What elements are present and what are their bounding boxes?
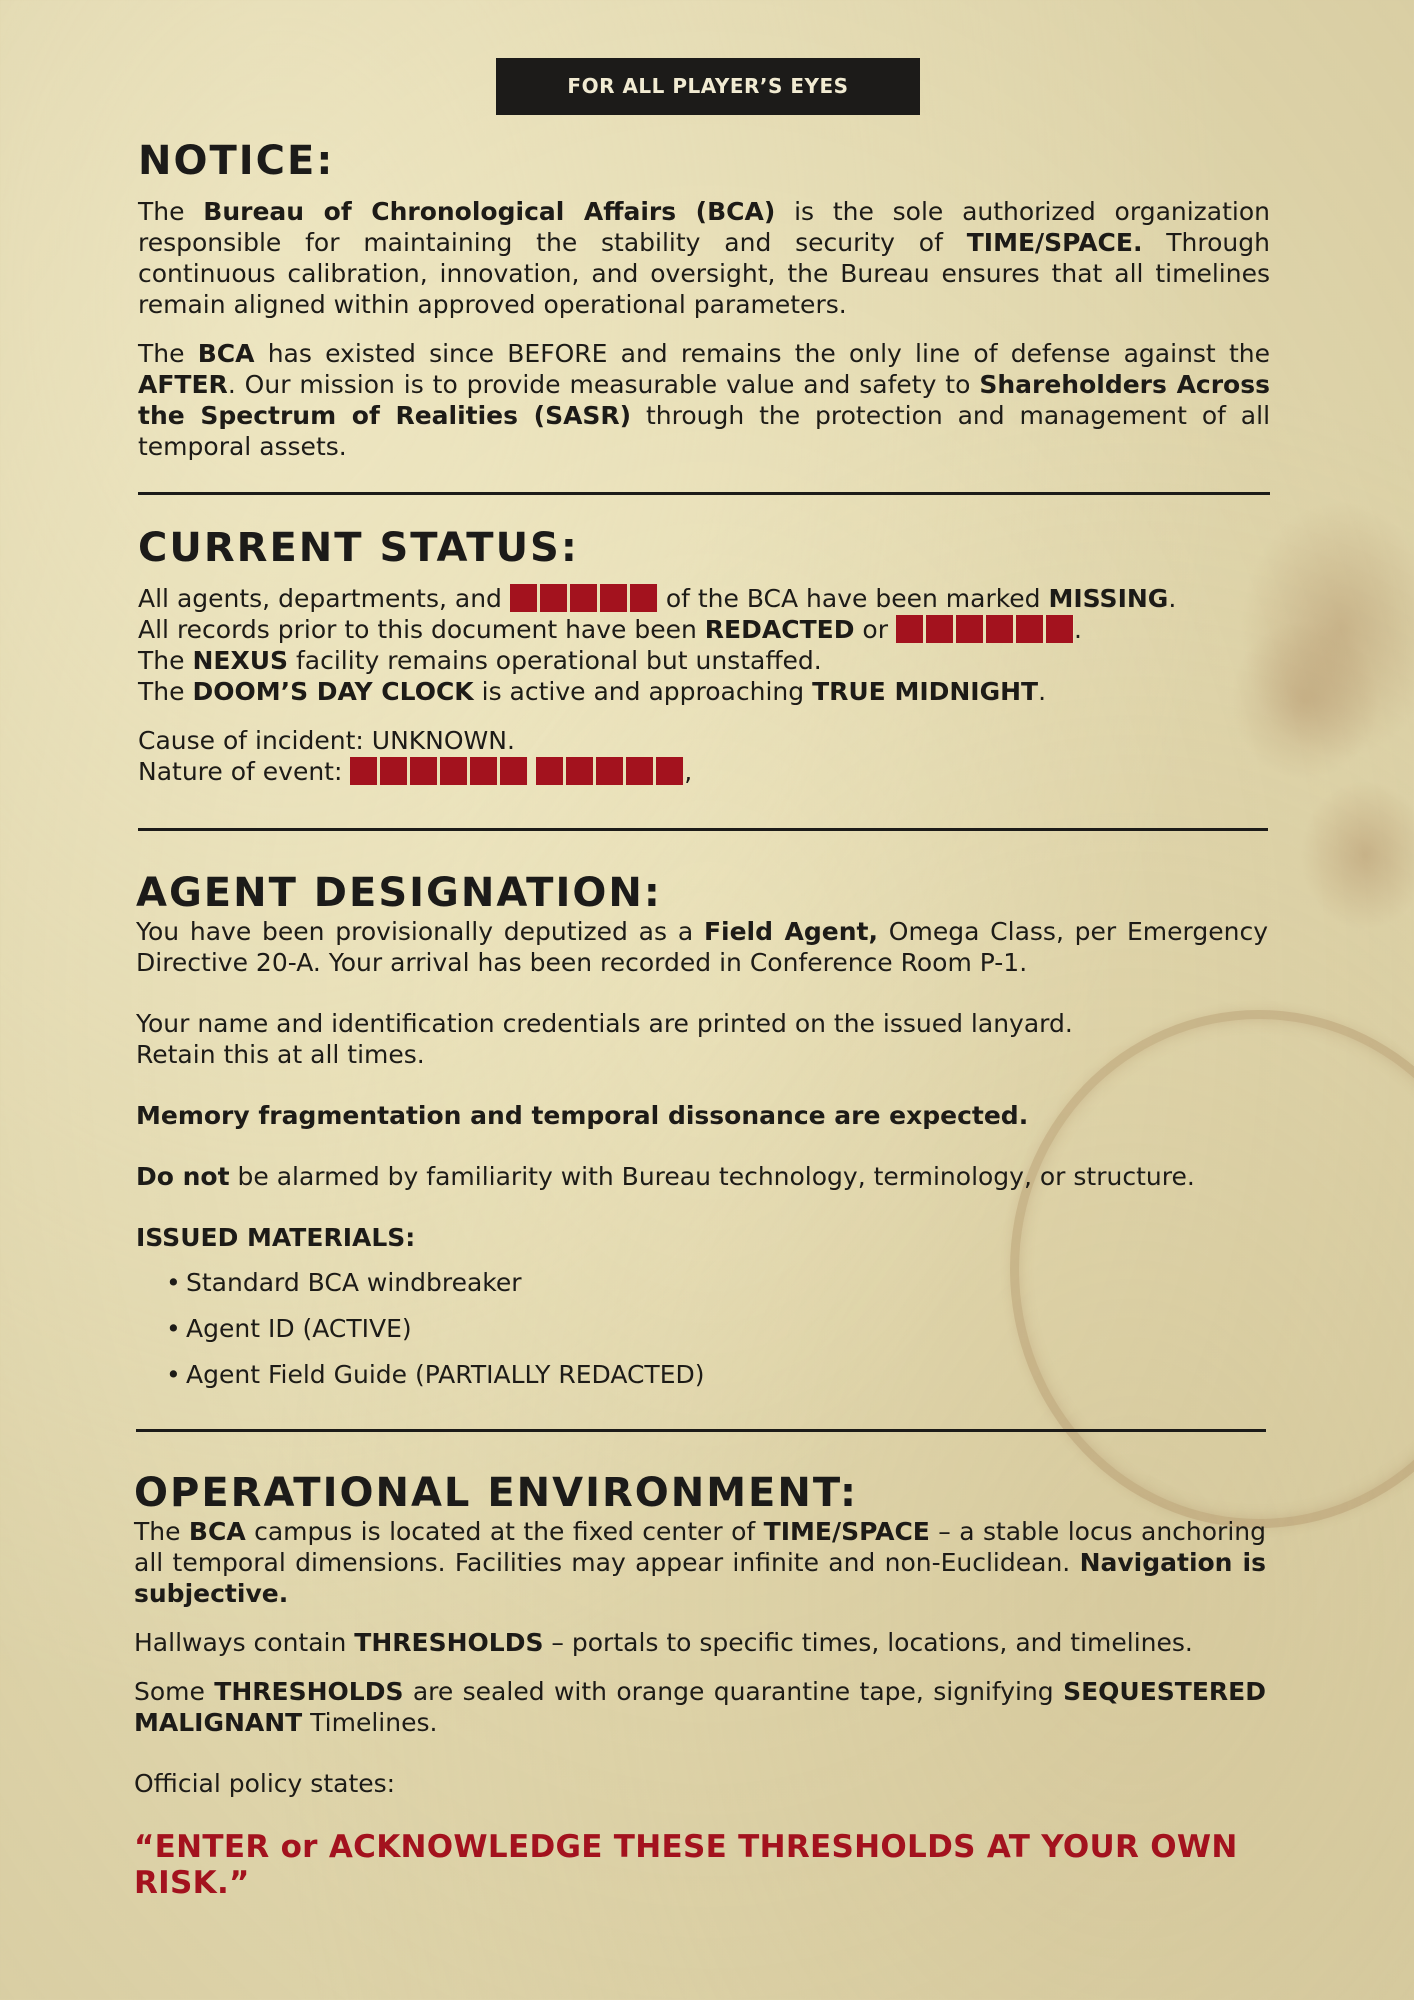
agent-heading: AGENT DESIGNATION: <box>136 870 662 916</box>
environment-policy-intro: Official policy states: <box>134 1769 396 1798</box>
classification-banner: FOR ALL PLAYER’S EYES <box>496 58 920 115</box>
environment-thresholds-line: Hallways contain THRESHOLDS – portals to specific times, locations, and timelines. <box>134 1628 1193 1657</box>
environment-heading: OPERATIONAL ENVIRONMENT: <box>134 1470 858 1516</box>
status-section <box>138 525 1270 787</box>
list-item: • Agent ID (ACTIVE) <box>184 1313 1268 1344</box>
status-nature: Nature of event: , <box>138 757 693 786</box>
environment-quarantine-paragraph: Some THRESHOLDS are sealed with orange quarantine tape, signifying SEQUESTERED MALIGNANT Timelines. <box>134 1677 1266 1737</box>
notice-heading: NOTICE: <box>138 138 335 184</box>
list-item: • Standard BCA windbreaker <box>184 1267 1268 1298</box>
section-divider <box>138 492 1270 495</box>
agent-section <box>136 870 1268 1405</box>
materials-list <box>136 1267 1268 1390</box>
redaction-bar <box>896 615 1074 643</box>
agent-do-not-alarm: Do not be alarmed by familiarity with Bureau technology, terminology, or structure. <box>136 1162 1195 1191</box>
redaction-bar <box>536 757 684 785</box>
status-line-redacted: All records prior to this document have been REDACTED or . <box>138 615 1082 644</box>
agent-retain-line: Retain this at all times. <box>136 1040 425 1069</box>
status-line-nexus: The NEXUS facility remains operational but unstaffed. <box>138 646 822 675</box>
list-item: • Agent Field Guide (PARTIALLY REDACTED) <box>184 1359 1268 1390</box>
status-line-missing: All agents, departments, and of the BCA have been marked MISSING. <box>138 584 1177 613</box>
status-cause: Cause of incident: UNKNOWN. <box>138 726 515 755</box>
materials-heading: ISSUED MATERIALS: <box>136 1223 416 1252</box>
section-divider <box>138 828 1268 831</box>
agent-lanyard-line: Your name and identification credentials are printed on the issued lanyard. <box>136 1009 1073 1038</box>
status-heading: CURRENT STATUS: <box>138 525 579 571</box>
redaction-bar <box>350 757 528 785</box>
environment-section <box>134 1470 1266 1901</box>
notice-paragraph-2: The BCA has existed since BEFORE and remains the only line of defense against the AFTER. Our mission is to provide measurable value and safety to Shareholders Across the Spectrum of Realities (SASR) through the protection and management of all temporal assets. <box>138 339 1271 461</box>
section-divider <box>136 1429 1266 1432</box>
policy-warning-quote: “ENTER or ACKNOWLEDGE THESE THRESHOLDS AT YOUR OWN RISK.” <box>134 1829 1238 1901</box>
notice-paragraph-1: The Bureau of Chronological Affairs (BCA) is the sole authorized organization responsible for maintaining the stability and security of TIME/SPACE. Through continuous calibration, innovation, and oversight, the Bureau ensures that all timelines remain aligned within approved operational parameters. <box>138 197 1271 319</box>
status-line-clock: The DOOM’S DAY CLOCK is active and approaching TRUE MIDNIGHT. <box>138 677 1047 706</box>
agent-paragraph-1: You have been provisionally deputized as a Field Agent, Omega Class, per Emergency Directive 20-A. Your arrival has been recorded in Conference Room P-1. <box>136 917 1269 977</box>
notice-section <box>138 138 1270 462</box>
redaction-bar <box>510 584 658 612</box>
agent-memory-warning: Memory fragmentation and temporal dissonance are expected. <box>136 1101 1029 1130</box>
environment-paragraph-1: The BCA campus is located at the fixed center of TIME/SPACE – a stable locus anchoring all temporal dimensions. Facilities may appear infinite and non-Euclidean. Navigation is subjective. <box>134 1517 1266 1608</box>
